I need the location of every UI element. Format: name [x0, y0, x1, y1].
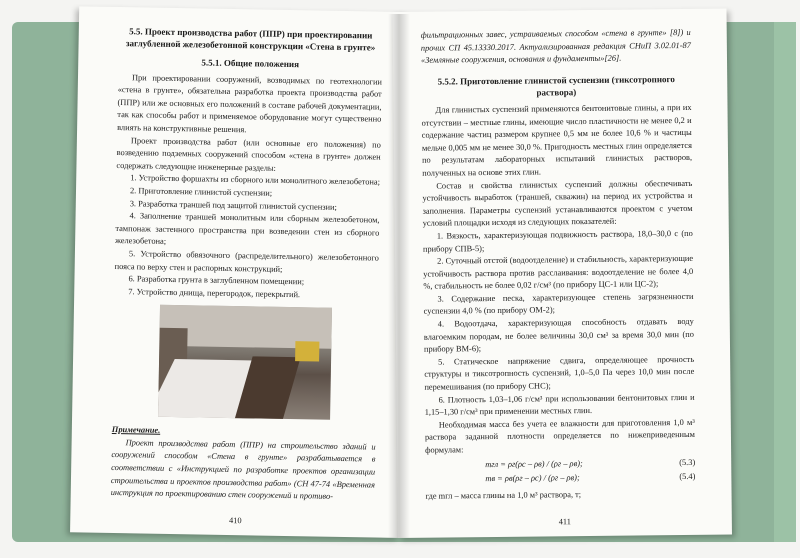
construction-photo [158, 305, 332, 420]
paragraph: Для глинистых суспензий применяются бентонитовые глины, а при их отсутствии – местные глины, имеющие число пластичности не менее 0,2 и содержание частиц размером крупнее 0,5 мм не более 10,6 % и частицы мельче 0,005 мм не менее 30,0 %. Пригодность местных глин определяется по результатам лабораторных испытаний глинистых растворов, полученных на основе этих глин. [421, 102, 693, 178]
paragraph: При проектировании сооружений, возводимых по геотехнологии «стена в грунте», обязательна разработка проекта производства работ (ППР) или же основных его положений в составе рабочей документации, так как способы работ и применяемое оборудование могут существенно влиять на конструктивные решения. [117, 72, 383, 135]
formula: mгл = ρг(ρс – ρв) / (ρг – ρв); [485, 458, 583, 469]
formula-number: (5.4) [679, 472, 696, 482]
note-text: Проект производства работ (ППР) на строительство зданий и сооружений способом «Стена в грунте» разрабатывается в соответствии с «Инструкцией по разработке проектов организации строительства и проектов производства работ» (СН 47-74 «Временная инструкция по проектированию стен сооружений и противо- [110, 438, 376, 502]
list-item: 6. Разработка грунта в заглубленном помещении; [128, 274, 305, 287]
list-item: 2. Приготовление глинистой суспензии; [129, 186, 273, 198]
continued-text: фильтрационных завес, устраиваемых способом «стена в грунте» [8]) и прочих СП 45.13330.2017. Актуализированная редакция СНиП 3.02.01-87 «Земляные сооружения, основания и фундаменты»[26]. [420, 27, 691, 65]
paragraph: где mгл – масса глины на 1,0 м³ раствора, т; [425, 489, 582, 501]
formula-row [425, 456, 695, 471]
photo-machine [295, 341, 319, 361]
paragraph: Проект производства работ (или основные его положения) по возведению подземных сооружений способом «стена в грунте» должен содержать следующие инженерные разделы: [116, 135, 381, 173]
page-number: 411 [558, 517, 572, 527]
formula-row [425, 471, 695, 486]
cover-edge [774, 22, 796, 542]
list-item: 4. Заполнение траншей монолитным или сборным железобетоном, тампонаж застенного пространства при возведении стен из сборного железобетона; [115, 211, 380, 247]
section-heading: 5.5. Проект производства работ (ППР) при проектировании заглубленной железобетонной конструкции «Стена в грунте» [125, 26, 376, 53]
page-number: 410 [228, 516, 242, 526]
note-title: Примечание. [111, 425, 161, 436]
list-item: 4. Водоотдача, характеризующая способность отдавать воду влагоемким породам, не более величины 30,0 см³ за время 30,0 мин (по прибору ВМ-6); [423, 316, 694, 354]
list-item: 3. Содержание песка, характеризующее степень загрязненности суспензии 4,0 % (по прибору ОМ-2); [423, 291, 694, 317]
list-item: 7. Устройство днища, перегородок, перекрытий. [128, 286, 301, 299]
subsection-heading: 5.5.1. Общие положения [201, 57, 300, 70]
list-item: 1. Вязкость, характеризующая подвижность раствора, 18,0–30,0 с (по прибору СПВ-5); [422, 228, 693, 254]
list-item: 5. Статическое напряжение сдвига, определяющее прочность структуры и тиксотропность суспензий, 1,0–5,0 Па через 10,0 мин после перемешивания (по прибору СНС); [424, 354, 695, 392]
list-item: 1. Устройство форшахты из сборного или монолитного железобетона; [130, 173, 381, 187]
list-item: 5. Устройство обвязочного (распределительного) железобетонного пояса по верху стен и распорных конструкций; [114, 249, 379, 274]
right-page [392, 9, 731, 538]
subsection-heading: 5.5.2. Приготовление глинистой суспензии (тиксотропного раствора) [437, 73, 675, 98]
book-gutter [388, 14, 410, 538]
formula-number: (5.3) [679, 457, 696, 467]
paragraph: Состав и свойства глинистых суспензий должны обеспечивать устойчивость выработок (траншей, скважин) на период их устройства и заполнения. Параметры суспензий устанавливаются проектом с учетом условий площадки исходя из следующих показателей: [422, 178, 693, 229]
list-item: 2. Суточный отстой (водоотделение) и стабильность, характеризующие устойчивость раствора против расслаивания: водоотделение не более 4,0 %, стабильность не более 0,02 г/см³ (по прибору ЦС-1 или ЦС-2); [423, 253, 694, 292]
list-item: 3. Разработка траншей под защитой глинистой суспензии; [129, 198, 337, 212]
left-page [70, 6, 409, 538]
list-item: 6. Плотность 1,03–1,06 г/см³ при использовании бентонитовых глин и 1,15–1,30 г/см³ при применении местных глин. [424, 392, 695, 417]
paragraph: Необходимая масса без учета ее влажности для приготовления 1,0 м³ раствора заданной плотности определяется по нижеприведенным формулам: [424, 417, 695, 455]
formula: mв = ρв(ρг – ρс) / (ρг – ρв); [485, 473, 580, 484]
